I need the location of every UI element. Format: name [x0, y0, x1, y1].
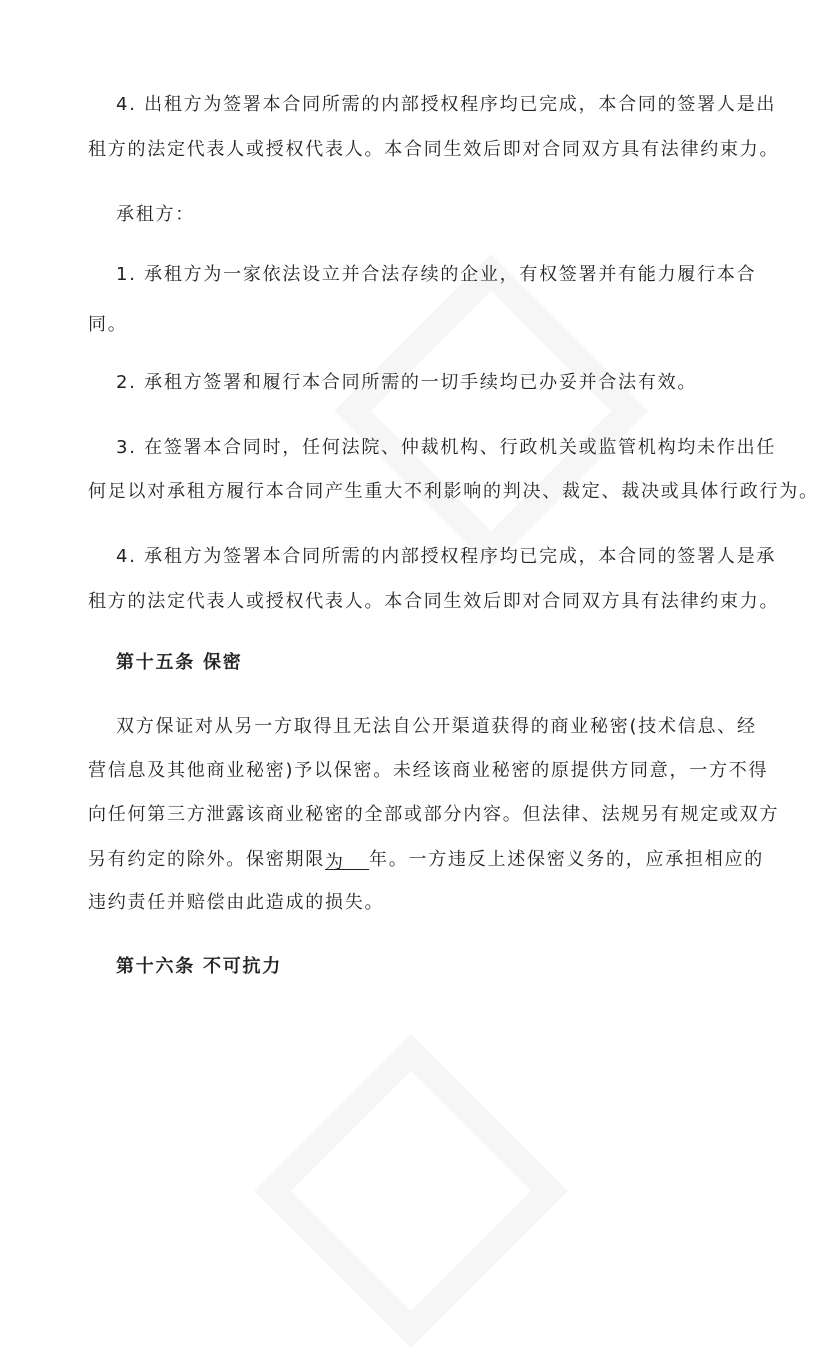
paragraph-line: 4. 出租方为签署本合同所需的内部授权程序均已完成，本合同的签署人是出 [116, 94, 777, 115]
text: 另有约定的除外。保密期限 [88, 849, 325, 870]
watermark [334, 254, 648, 568]
paragraph-line: 违约责任并赔偿由此造成的损失。 [88, 892, 385, 913]
blank-underline [325, 851, 369, 873]
paragraph-line: 1. 承租方为一家依法设立并合法存续的企业，有权签署并有能力履行本合 [116, 264, 757, 285]
watermark [254, 1034, 568, 1348]
paragraph-line: 向任何第三方泄露该商业秘密的全部或部分内容。但法律、法规另有规定或双方 [88, 804, 780, 825]
underlined-text: 为 [325, 852, 345, 873]
article-heading: 第十六条 不可抗力 [116, 956, 283, 977]
paragraph-line: 租方的法定代表人或授权代表人。本合同生效后即对合同双方具有法律约束力。 [88, 591, 780, 612]
paragraph-line: 3. 在签署本合同时，任何法院、仲裁机构、行政机关或监管机构均未作出任 [116, 437, 777, 458]
paragraph-line: 双方保证对从另一方取得且无法自公开渠道获得的商业秘密(技术信息、经 [116, 716, 757, 737]
paragraph-line: 何足以对承租方履行本合同产生重大不利影响的判决、裁定、裁决或具体行政行为。 [88, 481, 819, 502]
paragraph-line: 租方的法定代表人或授权代表人。本合同生效后即对合同双方具有法律约束力。 [88, 139, 780, 160]
article-heading: 第十五条 保密 [116, 652, 243, 673]
text: 年。一方违反上述保密义务的，应承担相应的 [369, 849, 764, 870]
paragraph-line: 4. 承租方为签署本合同所需的内部授权程序均已完成，本合同的签署人是承 [116, 546, 777, 567]
paragraph-line: 营信息及其他商业秘密)予以保密。未经该商业秘密的原提供方同意，一方不得 [88, 760, 769, 781]
paragraph-line: 同。 [88, 314, 128, 335]
paragraph-line: 2. 承租方签署和履行本合同所需的一切手续均已办妥并合法有效。 [116, 372, 698, 393]
section-label: 承租方： [116, 204, 195, 225]
paragraph-line [88, 848, 764, 872]
